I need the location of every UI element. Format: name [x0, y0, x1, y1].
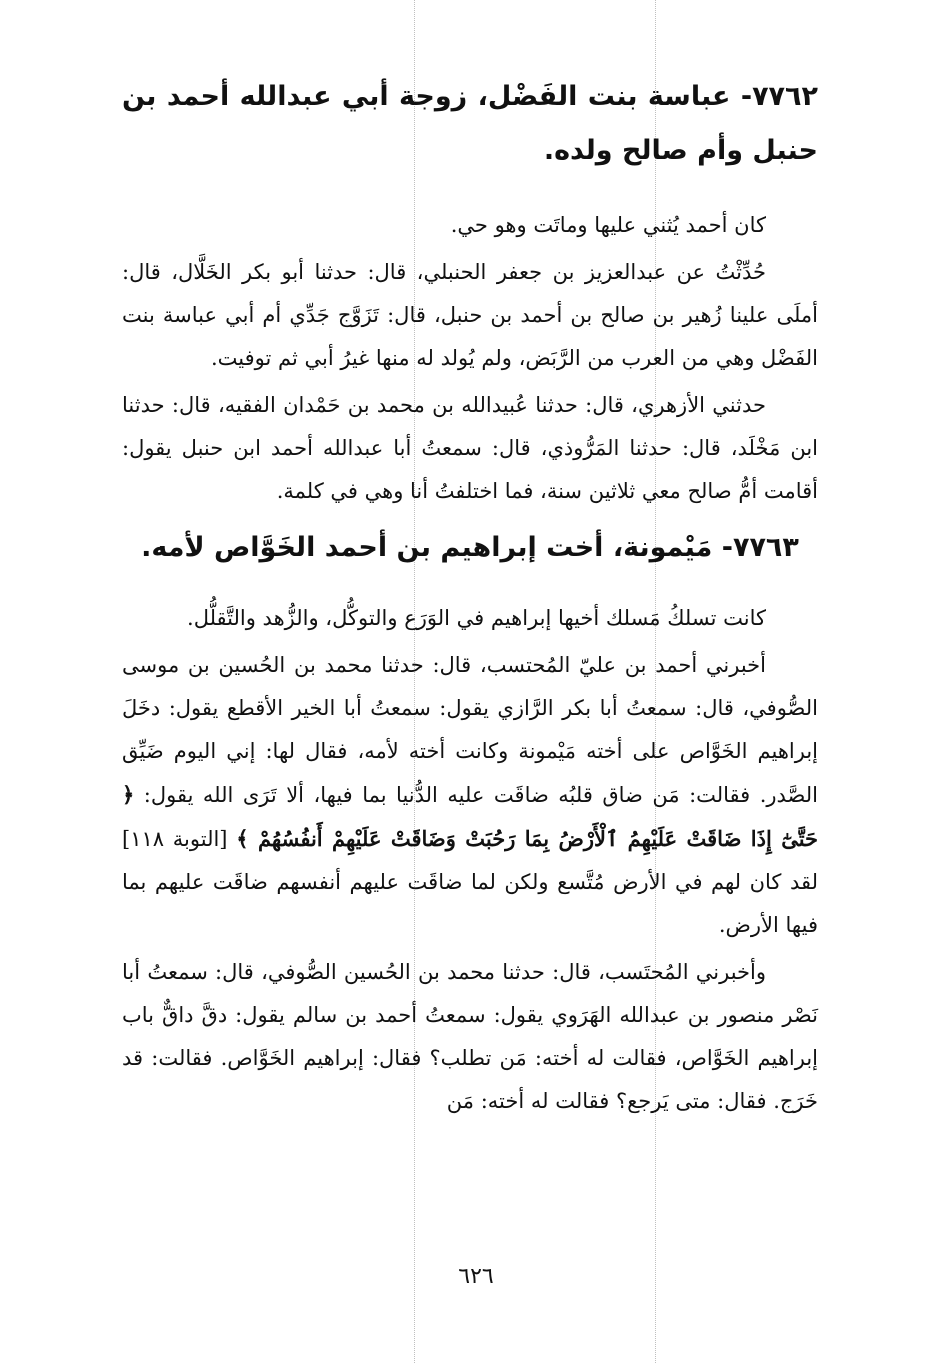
verse-reference-text: [التوبة ١١٨] لقد كان لهم في الأرض مُتَّسع ولكن لما ضاقَت عليهم أنفسهم ضاقَت عليهم بما فيها الأرض. [122, 827, 818, 937]
paragraph [122, 644, 818, 947]
paragraph: حدثني الأزهري، قال: حدثنا عُبيدالله بن محمد بن حَمْدان الفقيه، قال: حدثنا ابن مَخْلَد، قال: حدثنا المَرُّوذي، قال: سمعتُ أبا عبدالله أحمد ابن حنبل يقول: أقامت أمُّ صالح معي ثلاثين سنة، فما اختلفتُ أنا وهي في كلمة. [122, 393, 818, 503]
page-content [122, 70, 818, 1127]
entry-title-7762: ٧٧٦٢- عباسة بنت الفَضْل، زوجة أبي عبدالله أحمد بن حنبل وأم صالح ولده. [122, 81, 818, 166]
entry-title-7763: ٧٧٦٣- مَيْمونة، أخت إبراهيم بن أحمد الخَوَّاص لأمه. [141, 532, 799, 563]
page-number: ٦٢٦ [458, 1264, 494, 1289]
paragraph: كانت تسلكُ مَسلك أخيها إبراهيم في الوَرَع والتوكُّل، والزُّهد والتَّقلُّل. [187, 606, 766, 630]
paragraph-text: أخبرني أحمد بن عليّ المُحتسب، قال: حدثنا محمد بن الحُسين بن موسى الصُّوفي، قال: سمعتُ أبا بكر الرَّازي يقول: سمعتُ أبا الخير الأقطع يقول: دخَلَ إبراهيم الخَوَّاص على أخته مَيْمونة وكانت أخته لأمه، فقال لها: إني اليوم ضَيِّق الصَّدر. فقالت: مَن ضاق قلبُه ضاقَت عليه الدُّنيا بما فيها، ألا تَرَى الله يقول: [122, 653, 818, 807]
quran-verse: ﴿ حَتَّىٰٓ إِذَا ضَاقَتْ عَلَيْهِمُ ٱلْأَرْضُ بِمَا رَحُبَتْ وَضَاقَتْ عَلَيْهِمْ أَنفُسُهُمْ ﴾ [122, 782, 819, 851]
paragraph: كان أحمد يُثني عليها وماتَت وهو حي. [450, 213, 766, 237]
paragraph: حُدِّثْتُ عن عبدالعزيز بن جعفر الحنبلي، قال: حدثنا أبو بكر الخَلَّال، قال: أملَى علينا زُهير بن صالح بن أحمد بن حنبل، قال: تَزَوَّج جَدِّي أم أبي عباسة بنت الفَضْل وهي من العرب من الرَّبَض، ولم يُولد له منها غيرُ أبي ثم توفيت. [122, 260, 818, 370]
paragraph: وأخبرني المُحتَسب، قال: حدثنا محمد بن الحُسين الصُّوفي، قال: سمعتُ أبا نَصْر منصور بن عبدالله الهَرَوي يقول: سمعتُ أحمد بن سالم يقول: دقَّ داقٌّ باب إبراهيم الخَوَّاص، فقالت له أخته: مَن تطلب؟ فقال: إبراهيم الخَوَّاص. فقالت: قد خَرَج. فقال: متى يَرجع؟ فقالت له أخته: مَن [122, 960, 818, 1113]
